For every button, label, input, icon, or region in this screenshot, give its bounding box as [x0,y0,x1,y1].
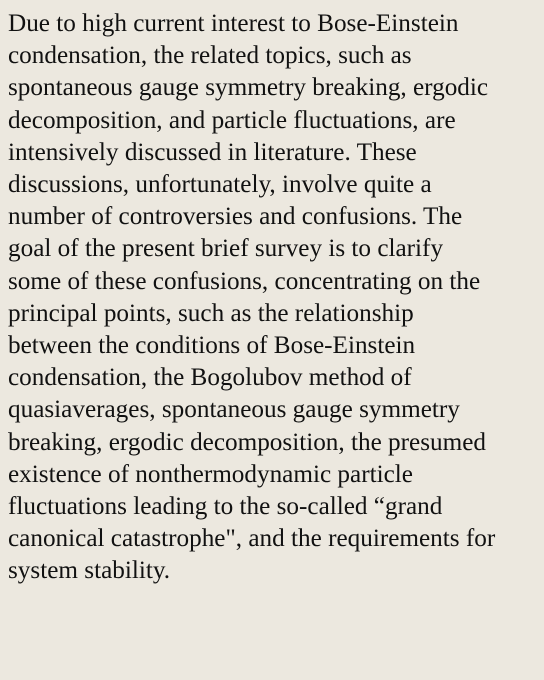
text-line-1: Due to high current interest to Bose-Einstein [8,10,459,37]
text-line-2: condensation, the related topics, such as [8,42,412,70]
text-line-3: spontaneous gauge symmetry breaking, ergodic [8,74,489,102]
text-line-17: canonical catastrophe", and the requirements for [8,525,496,553]
text-line-9: some of these confusions, concentrating on the [8,267,481,295]
text-line-11: between the conditions of Bose-Einstein [8,332,416,360]
text-line-8: goal of the present brief survey is to clarify [8,235,444,263]
text-line-5: intensively discussed in literature. These [8,138,417,166]
text-line-6: discussions, unfortunately, involve quite a [8,171,432,199]
text-line-12: condensation, the Bogolubov method of [8,364,412,392]
text-line-13: quasiaverages, spontaneous gauge symmetry [8,396,460,424]
text-line-7: number of controversies and confusions. The [8,203,463,231]
text-line-15: existence of nonthermodynamic particle [8,460,413,488]
text-line-14: breaking, ergodic decomposition, the presumed [8,428,486,456]
text-line-18: system stability. [8,557,171,585]
text-line-4: decomposition, and particle fluctuations, are [8,106,456,134]
text-line-10: principal points, such as the relationship [8,299,414,327]
text-line-16: fluctuations leading to the so-called “grand [8,493,443,521]
abstract-paragraph [8,8,538,588]
